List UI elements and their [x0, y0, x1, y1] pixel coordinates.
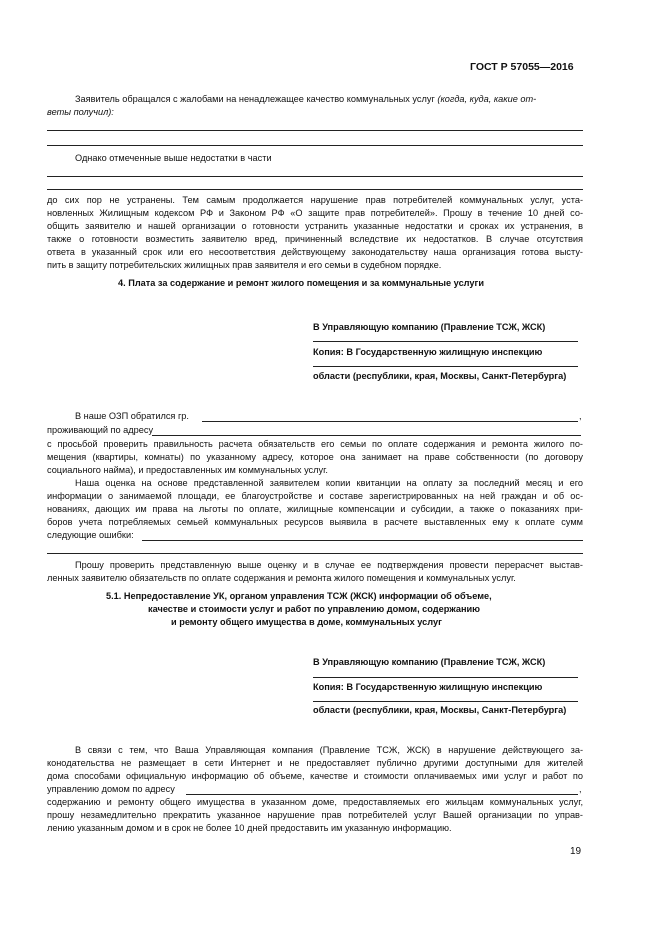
house-address-field[interactable]	[186, 794, 578, 795]
fill-line	[47, 189, 583, 190]
errors-label: следующие ошибки:	[47, 530, 134, 540]
however-text: Однако отмеченные выше недостатки в части	[75, 153, 272, 163]
applicant-name-field[interactable]	[202, 421, 578, 422]
fill-line	[47, 176, 583, 177]
section-4-text-line: ленных заявителю обязательств по оплате содержания и ремонта жилого помещения и коммунальных услуг.	[47, 573, 516, 583]
errors-field[interactable]	[142, 540, 583, 541]
address-label: проживающий по адресу	[47, 425, 154, 435]
standard-number: ГОСТ Р 57055—2016	[470, 61, 574, 73]
section-5-1-text-line: дома способами официальную информацию об объеме, качестве и стоимости оплачиваемых ими услуг и работ по	[47, 771, 583, 781]
section-5-1-text-line: конодательства не размещает в сети Интернет и не предоставляет публично другими доступными для жителей	[47, 758, 583, 768]
fill-line	[313, 677, 578, 678]
section-5-1-heading: и ремонту общего имущества в доме, коммунальных услуг	[171, 617, 442, 627]
comma: ,	[579, 784, 582, 794]
section-4-text-line: информации о занимаемой площади, ее благоустройстве и составе зарегистрированных на ней граждан и об ос-	[47, 491, 583, 501]
complaint-intro-hint: (когда, куда, какие от-	[437, 94, 537, 104]
complaint-paragraph-line: пить в защиту потребительских жилищных прав заявителя и его семьи в судебном порядке.	[47, 260, 442, 270]
section-4-text-line: нованиях, дающих им права на льготы по оплате, жилищные компенсации и субсидии, а также о показаниях при-	[47, 504, 583, 514]
region-line: области (республики, края, Москвы, Санкт-Петербурга)	[313, 705, 567, 715]
section-5-1-text-line: лению указанным домом и в срок не более 10 дней предоставить им указанную информацию.	[47, 823, 452, 833]
addressee-line: В Управляющую компанию (Правление ТСЖ, ЖСК)	[313, 657, 546, 667]
complaint-paragraph-line: ответа в указанный срок или его несоответствия действующему законодательству наша организация готова высту-	[47, 247, 583, 257]
house-address-label: управлению домом по адресу	[47, 784, 175, 794]
complaint-paragraph-line: общить заявителю и нашей организации о готовности устранить указанные недостатки и сроках их устранения, в	[47, 221, 583, 231]
section-4-text-line: Наша оценка на основе представленной заявителем копии квитанции на оплату за последний месяц и его	[75, 478, 583, 488]
complaint-paragraph-line: также о готовности возместить заявителю вред, причиненный вследствие их недостатков. В случае отсутствия	[47, 234, 583, 244]
section-5-1-text-line: прошу незамедлительно прекратить указанное нарушение прав потребителей услуг Вашей организации по управ-	[47, 810, 583, 820]
section-5-1-heading: 5.1. Непредоставление УК, органом управления ТСЖ (ЖСК) информации об объеме,	[106, 591, 492, 601]
fill-line	[47, 145, 583, 146]
fill-line	[313, 341, 578, 342]
section-4-text-line: боров учета потребляемых семьей коммунальных ресурсов выявила в расчете выставленных ему к оплате сумм	[47, 517, 583, 527]
section-5-1-text-line: В связи с тем, что Ваша Управляющая компания (Правление ТСЖ, ЖСК) в нарушение действующего за-	[75, 745, 583, 755]
copy-line: Копия: В Государственную жилищную инспекцию	[313, 682, 543, 692]
section-4-text-line: с просьбой проверить правильность расчета обязательств его семьи по оплате содержания и ремонта жилого по-	[47, 439, 583, 449]
fill-line	[47, 553, 583, 554]
complaint-paragraph-line: новленных Жилищным кодексом РФ и Законом РФ «О защите прав потребителей». Прошу в течение 10 дней со-	[47, 208, 583, 218]
complaint-intro	[75, 93, 536, 107]
copy-line: Копия: В Государственную жилищную инспекцию	[313, 347, 543, 357]
section-4-heading: 4. Плата за содержание и ремонт жилого помещения и за коммунальные услуги	[118, 278, 484, 288]
addressee-line: В Управляющую компанию (Правление ТСЖ, ЖСК)	[313, 322, 546, 332]
section-4-text-line: социального найма), и предоставленных им коммунальных услуг.	[47, 465, 328, 475]
comma: ,	[579, 411, 582, 421]
section-5-1-text-line: содержанию и ремонту общего имущества в указанном доме, предоставляемых его жильцам коммунальных услуг,	[47, 797, 583, 807]
fill-line	[313, 366, 578, 367]
fill-line	[47, 130, 583, 131]
section-4-text-line: Прошу проверить представленную выше оценку и в случае ее подтверждения провести перерасчет выстав-	[75, 560, 583, 570]
page-number: 19	[570, 846, 582, 857]
region-line: области (республики, края, Москвы, Санкт-Петербурга)	[313, 371, 567, 381]
fill-line	[313, 701, 578, 702]
section-5-1-heading: качестве и стоимости услуг и работ по управлению домом, содержанию	[148, 604, 480, 614]
complaint-intro-hint-cont: веты получил):	[47, 107, 114, 117]
address-field[interactable]	[152, 435, 581, 436]
complaint-intro-text: Заявитель обращался с жалобами на ненадлежащее качество коммунальных услуг	[75, 94, 435, 104]
section-4-text-line: мещения (квартиры, комнаты) по указанному адресу, которое она занимает на праве собственности (по договору	[47, 452, 583, 462]
complaint-paragraph-line: до сих пор не устранены. Тем самым продолжается нарушение прав потребителей коммунальных услуг, уста-	[47, 195, 583, 205]
applicant-label: В наше ОЗП обратился гр.	[75, 411, 189, 421]
